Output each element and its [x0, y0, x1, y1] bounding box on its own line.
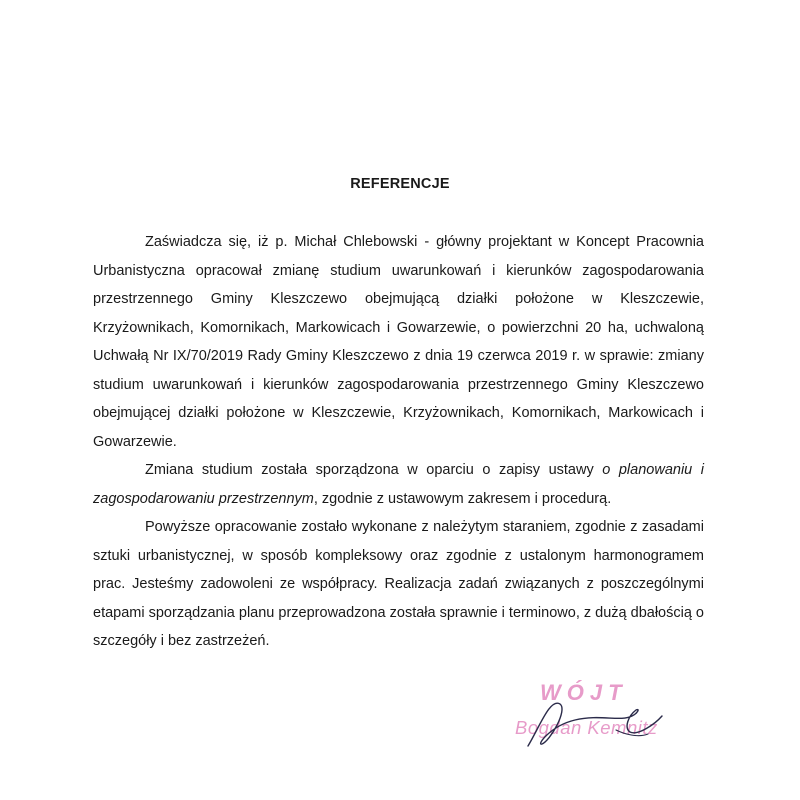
document-title: REFERENCJE — [350, 176, 450, 192]
paragraph-3: Powyższe opracowanie zostało wykonane z należytym staraniem, zgodnie z zasadami sztuki urbanistycznej, w sposób kompleksowy oraz zgodnie z ustalonym harmonogramem prac. Jesteśmy zadowoleni ze współpracy. Realizacja zadań związanych z poszczególnymi etapami sporządzania planu przeprowadzona została sprawnie i terminowo, z dużą dbałością o szczegóły i bez zastrzeżeń. — [93, 519, 704, 649]
paragraph-1: Zaświadcza się, iż p. Michał Chlebowski - główny projektant w Koncept Pracownia Urbanistyczna opracował zmianę studium uwarunkowań i kierunków zagospodarowania przestrzennego Gminy Kleszczewo obejmującą działki położone w Kleszczewie, Krzyżownikach, Komornikach, Markowicach i Gowarzewie, o powierzchni 20 ha, uchwaloną Uchwałą Nr IX/70/2019 Rady Gminy Kleszczewo z dnia 19 czerwca 2019 r. w sprawie: zmiany studium uwarunkowań i kierunków zagospodarowania przestrzennego Gminy Kleszczewo obejmującej działki położone w Kleszczewie, Krzyżownikach, Komornikach, Markowicach i Gowarzewie. — [93, 234, 704, 450]
letter-body — [93, 228, 704, 656]
stamp-name: Bogdan Kemnitz — [515, 717, 658, 738]
paragraph-2-end: , zgodnie z ustawowym zakresem i procedurą. — [313, 490, 612, 507]
paragraph-2 — [93, 456, 704, 513]
paragraph-2-start: Zmiana studium została sporządzona w oparciu o zapisy ustawy — [145, 462, 603, 478]
stamp-title: WÓJT — [540, 680, 628, 705]
paragraph-2-act-title: o planowaniu i zagospodarowaniu przestrzennym — [93, 462, 704, 507]
